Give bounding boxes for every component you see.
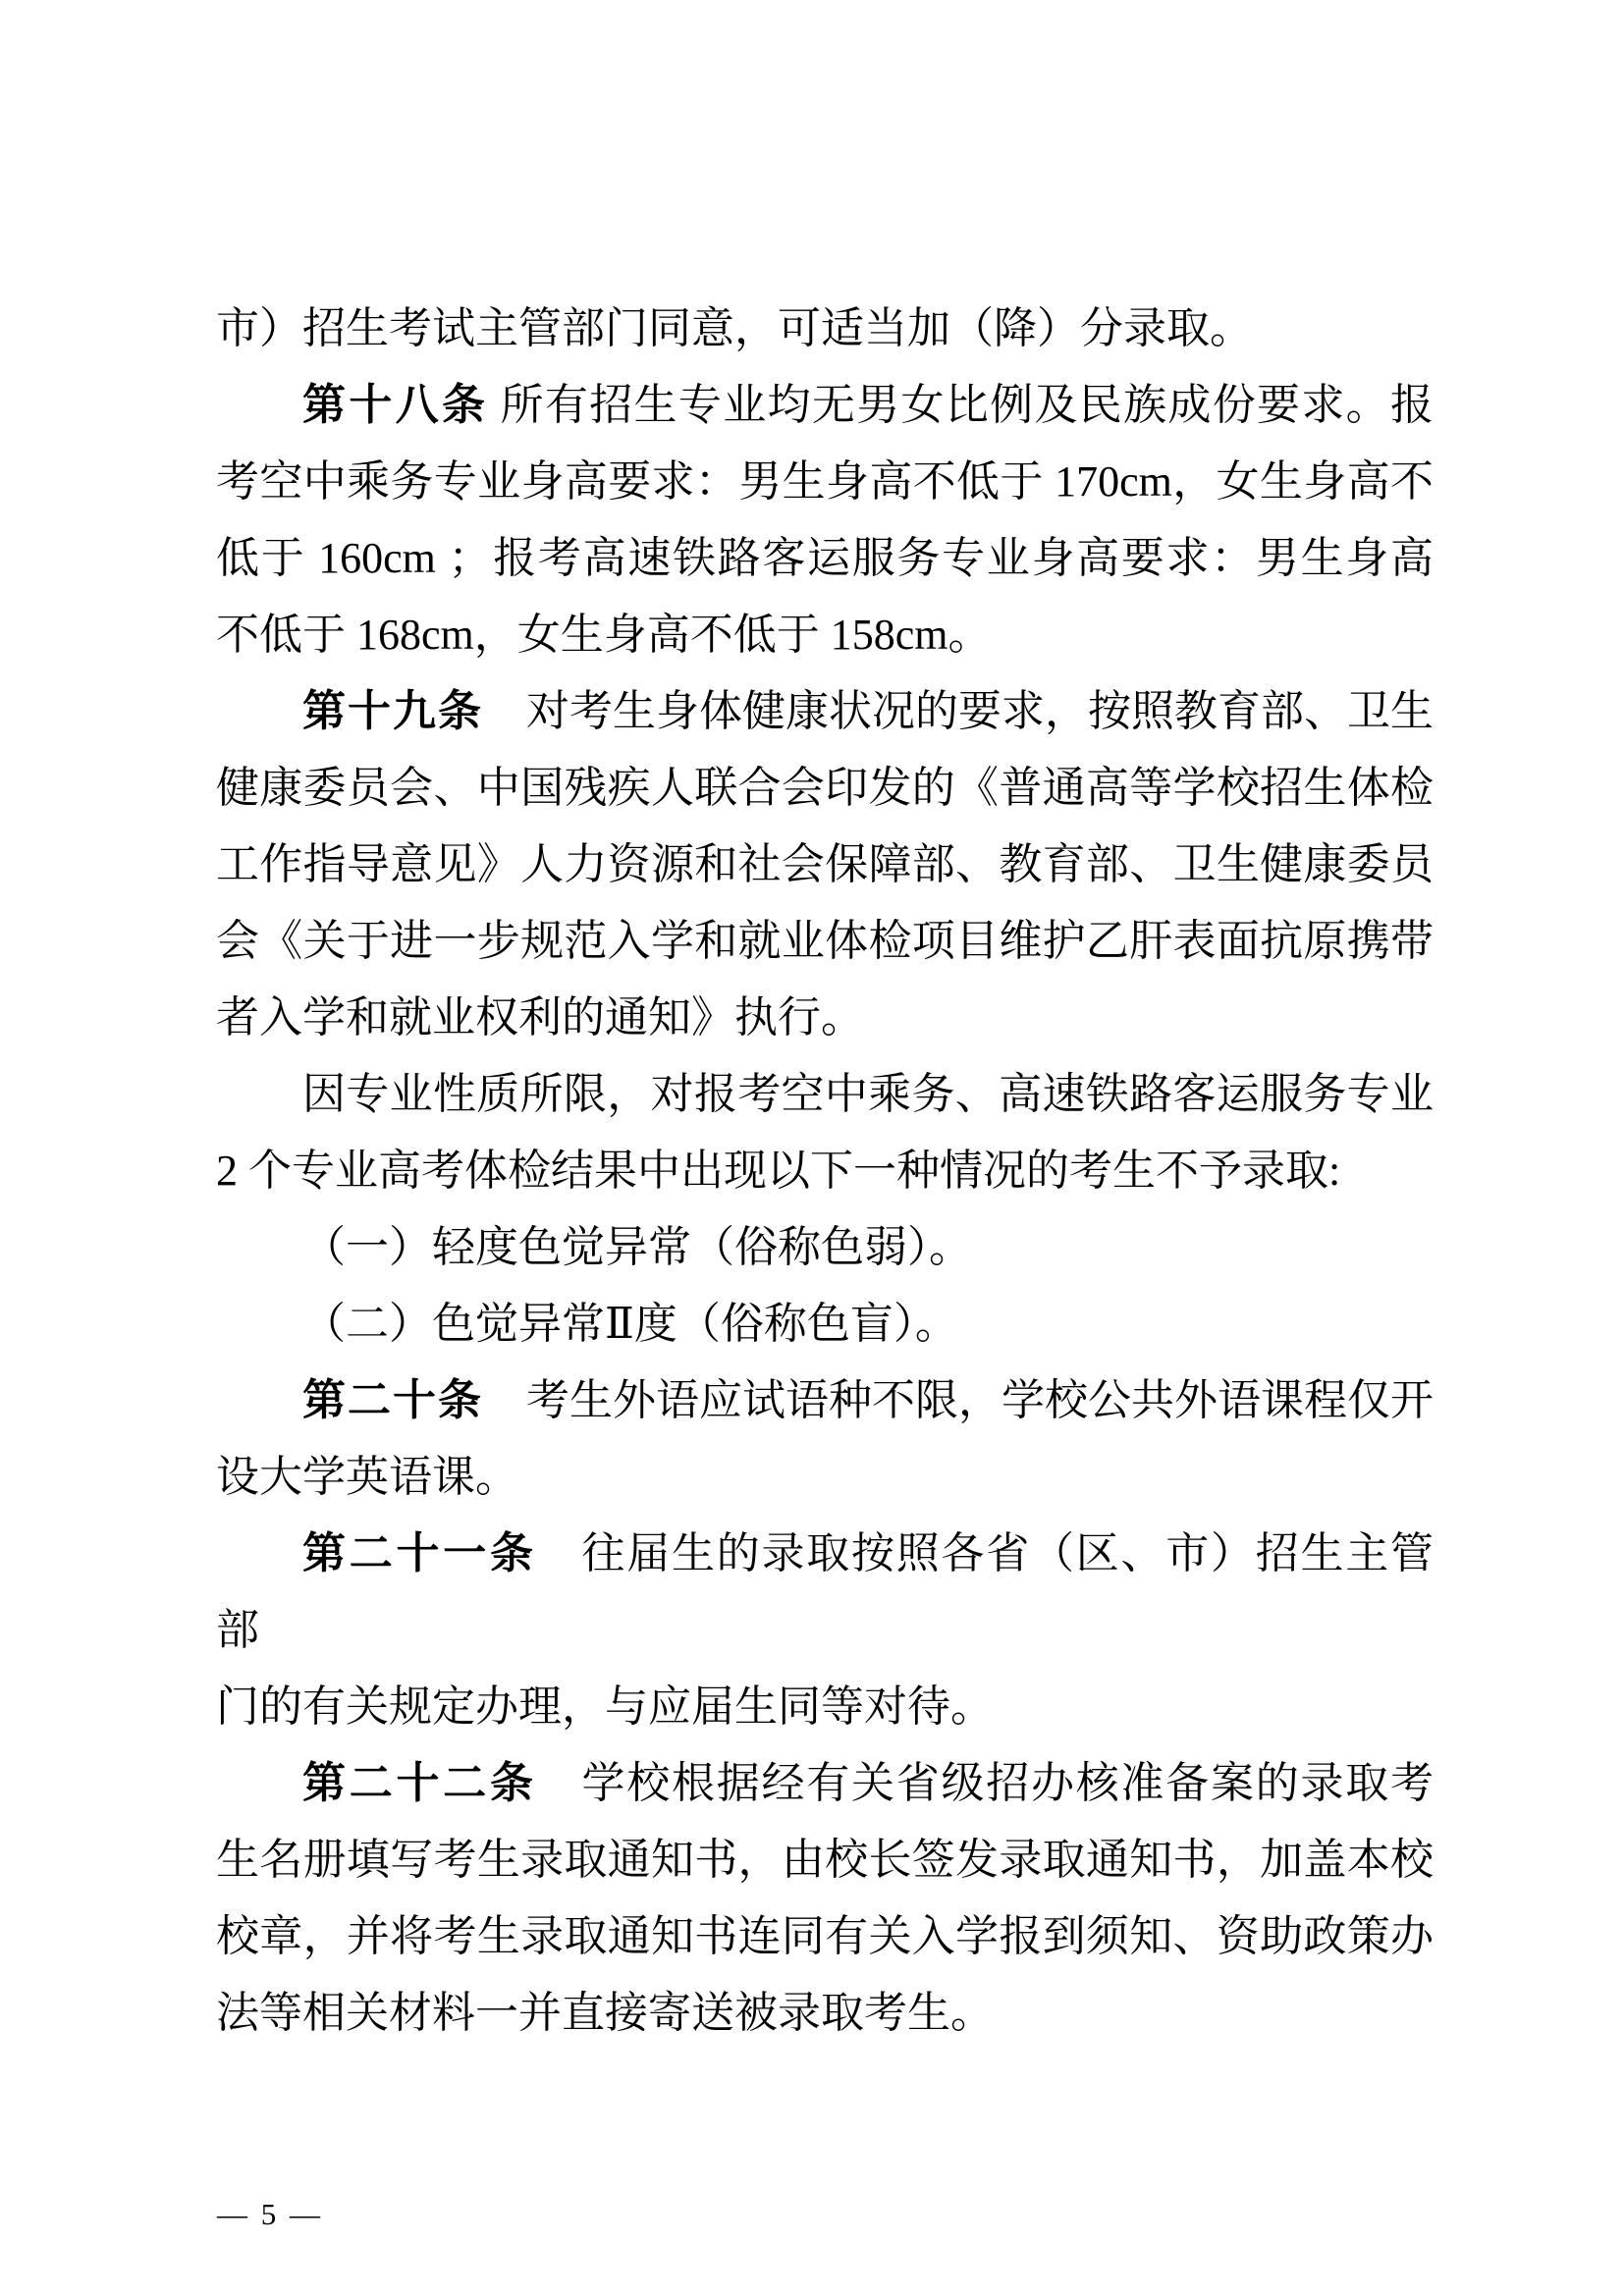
line-text: 低于 160cm ；报考高速铁路客运服务专业身高要求：男生身高 <box>216 534 1434 582</box>
text-line <box>216 1822 1434 1898</box>
text-line <box>216 1439 1434 1516</box>
line-text: 会《关于进一步规范入学和就业体检项目维护乙肝表面抗原携带 <box>216 917 1434 965</box>
article-number-label: 第二十条 <box>302 1376 483 1424</box>
text-line <box>216 1133 1434 1209</box>
text-line <box>216 367 1434 444</box>
text-line <box>216 1362 1434 1439</box>
text-line <box>216 1209 1434 1286</box>
line-text: 不低于 168cm，女生身高不低于 158cm。 <box>216 611 992 659</box>
text-line <box>216 903 1434 980</box>
text-line <box>216 597 1434 673</box>
line-text: 门的有关规定办理，与应届生同等对待。 <box>216 1682 994 1731</box>
text-line <box>216 291 1434 367</box>
line-text: 因专业性质所限，对报考空中乘务、高速铁路客运服务专业 <box>302 1070 1434 1118</box>
text-line <box>216 444 1434 520</box>
line-text: 设大学英语课。 <box>216 1453 518 1501</box>
text-line <box>216 827 1434 903</box>
line-text: 所有招生专业均无男女比例及民族成份要求。报 <box>488 381 1434 429</box>
line-text: （一）轻度色觉异常（俗称色弱）。 <box>302 1223 972 1271</box>
text-line <box>216 750 1434 827</box>
line-text: 法等相关材料一并直接寄送被录取考生。 <box>216 1989 994 2037</box>
line-text: 考空中乘务专业身高要求：男生身高不低于 170cm，女生身高不 <box>216 457 1434 506</box>
article-number-label: 第二十一条 <box>302 1529 537 1577</box>
text-line <box>216 1975 1434 2052</box>
text-line <box>216 1745 1434 1822</box>
text-line <box>216 1669 1434 1745</box>
text-line <box>216 1286 1434 1362</box>
text-line <box>216 980 1434 1056</box>
line-text: 校章，并将考生录取通知书连同有关入学报到须知、资助政策办 <box>216 1912 1434 1960</box>
document-body <box>216 291 1434 2052</box>
text-line <box>216 1056 1434 1133</box>
line-text: 工作指导意见》人力资源和社会保障部、教育部、卫生健康委员 <box>216 840 1434 888</box>
line-text: 2 个专业高考体检结果中出现以下一种情况的考生不予录取: <box>216 1147 1341 1195</box>
text-line <box>216 520 1434 597</box>
text-line <box>216 1898 1434 1975</box>
line-text: （二）色觉异常Ⅱ度（俗称色盲）。 <box>302 1300 958 1348</box>
article-number-label: 第二十二条 <box>302 1759 537 1807</box>
line-text: 健康委员会、中国残疾人联合会印发的《普通高等学校招生体检 <box>216 764 1434 812</box>
text-line <box>216 673 1434 750</box>
article-number-label: 第十九条 <box>302 687 483 735</box>
line-text: 生名册填写考生录取通知书，由校长签发录取通知书，加盖本校 <box>216 1836 1434 1884</box>
article-number-label: 第十八条 <box>302 381 489 429</box>
line-text: 考生外语应试语种不限，学校公共外语课程仅开 <box>483 1376 1434 1424</box>
line-text: 市）招生考试主管部门同意，可适当加（降）分录取。 <box>216 304 1253 352</box>
line-text: 往届生的录取按照各省（区、市）招生主管部 <box>216 1529 1434 1654</box>
line-text: 学校根据经有关省级招办核准备案的录取考 <box>536 1759 1434 1807</box>
line-text: 对考生身体健康状况的要求，按照教育部、卫生 <box>483 687 1434 735</box>
line-text: 者入学和就业权利的通知》执行。 <box>216 993 864 1041</box>
text-line <box>216 1516 1434 1669</box>
page-number: — 5 — <box>217 2197 323 2231</box>
